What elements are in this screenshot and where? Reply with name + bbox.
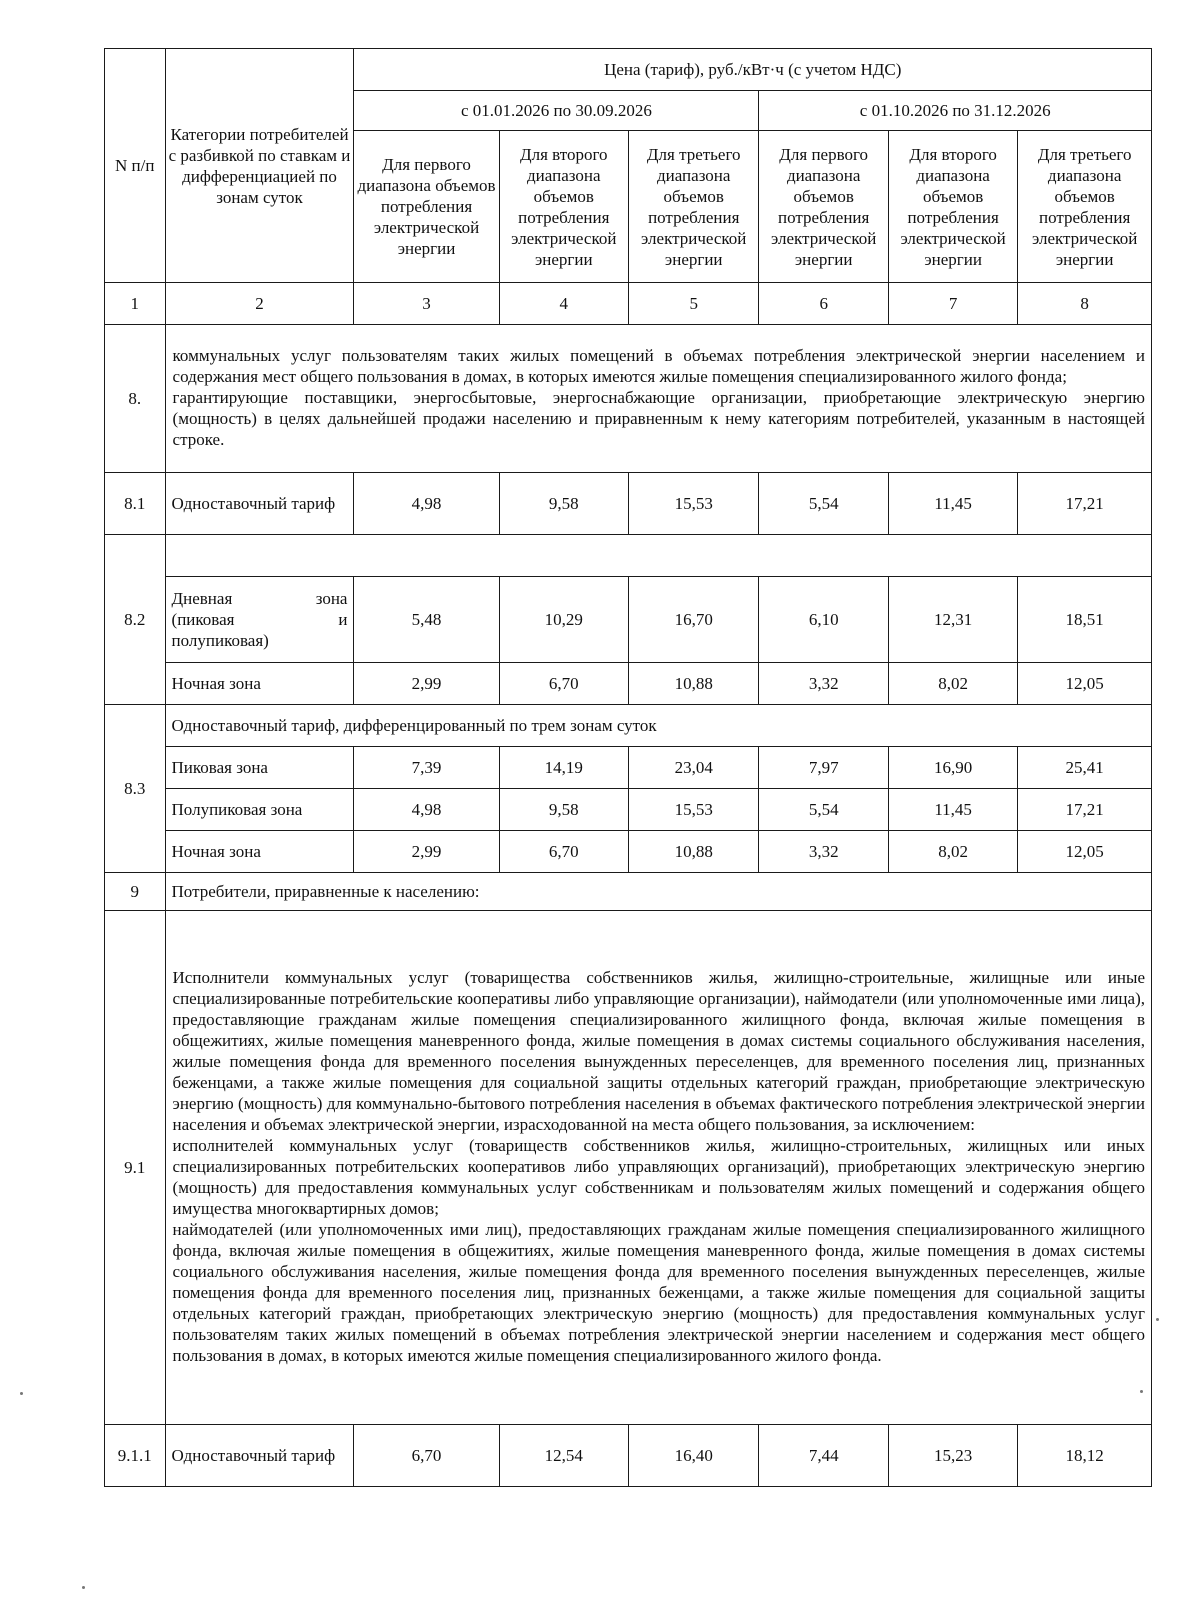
tariff-value: 25,41	[1018, 747, 1152, 789]
zone-label-word: полупиковая)	[171, 631, 269, 650]
tariff-value: 5,54	[759, 789, 888, 831]
tariff-value: 2,99	[354, 831, 499, 873]
row-8-3-peak	[105, 747, 1152, 789]
row-9-1	[105, 911, 1152, 1425]
tariff-value: 16,40	[629, 1425, 759, 1487]
period2-header: с 01.10.2026 по 31.12.2026	[759, 91, 1152, 131]
scan-speck	[82, 1586, 85, 1589]
tariff-value: 5,54	[759, 473, 888, 535]
tariff-value: 4,98	[354, 473, 499, 535]
col-number: 3	[354, 283, 499, 325]
row-8-3-title	[105, 705, 1152, 747]
row-8-3-half-peak	[105, 789, 1152, 831]
category-label: Одноставочный тариф	[165, 473, 354, 535]
row-8-2-empty	[105, 535, 1152, 577]
tariff-value: 12,54	[499, 1425, 628, 1487]
tariff-value: 7,39	[354, 747, 499, 789]
scan-speck	[20, 1392, 23, 1395]
zone-label-word: Дневная	[171, 589, 233, 608]
zone-label: Ночная зона	[165, 831, 354, 873]
row-9-1-text-body: Исполнители коммунальных услуг (товарищества собственников жилья, жилищно-строительные, жилищные или иные специализированные потребительские кооперативы либо управляющие организации), наймодатели (или уполномоченные ими лица), предоставляющие гражданам жилые помещения специализированного жилищного фонда, включая жилые помещения в общежитиях, жилые помещения маневренного фонда, жилые помещения в домах системы социального обслуживания населения, жилые помещения фонда для временного поселения вынужденных переселенцев, для временного поселения лиц, признанных беженцами, а также жилые помещения для социальной защиты отдельных категорий граждан, приобретающие электрическую энергию (мощность) для коммунально-бытового потребления населения в объемах фактического потребления электрической энергии населения и объемах электрической энергии, израсходованной на места общего пользования, за исключением: исполнителей коммунальных услуг (товариществ собственников жилья, жилищно-строительных, жилищных или иных специализированных потребительских кооперативов либо управляющих организаций), приобретающих электрическую энергию (мощность) для предоставления коммунальных услуг собственникам и пользователям жилых помещений и содержания общего имущества многоквартирных домов; наймодателей (или уполномоченных ими лиц), предоставляющих гражданам жилые помещения специализированного жилищного фонда, включая жилые помещения в общежитиях, жилые помещения маневренного фонда, жилые помещения в домах системы социального обслуживания населения, жилые помещения фонда для временного поселения вынужденных переселенцев, жилые помещения фонда для временного поселения лиц, признанных беженцами, а также жилые помещения для социальной защиты отдельных категорий граждан, приобретающих электрическую энергию (мощность) для предоставления коммунальных услуг пользователям таких жилых помещений в объемах потребления электрической энергии населением и содержания мест общего пользования в домах, в которых имеются жилые помещения специализированного жилого фонда.	[172, 968, 1145, 1365]
section-title: Одноставочный тариф, дифференцированный по трем зонам суток	[165, 705, 1151, 747]
row-number: 8.1	[105, 473, 166, 535]
tariff-value: 17,21	[1018, 473, 1152, 535]
tariff-value: 16,70	[629, 577, 759, 663]
tariff-value: 15,53	[629, 789, 759, 831]
tariff-value: 8,02	[888, 663, 1017, 705]
col-category-header: Категории потребителей с разбивкой по ставкам и дифференциацией по зонам суток	[165, 49, 354, 283]
zone-label: Пиковая зона	[165, 747, 354, 789]
row-8-text	[165, 325, 1151, 473]
zone-label: Полупиковая зона	[165, 789, 354, 831]
category-label: Одноставочный тариф	[165, 1425, 354, 1487]
row-number: 8.3	[105, 705, 166, 873]
row-8-2-day-zone	[105, 577, 1152, 663]
tariff-value: 7,44	[759, 1425, 888, 1487]
row-9-1-1	[105, 1425, 1152, 1487]
tariff-document	[104, 48, 1152, 1487]
row-8-text-body: коммунальных услуг пользователям таких жилых помещений в объемах потребления электрической энергии населением и содержания мест общего пользования в домах, в которых имеются жилые помещения специализированного жилого фонда; гарантирующие поставщики, энергосбытовые, энергоснабжающие организации, приобретающие электрическую энергию (мощность) в целях дальнейшей продажи населению и приравненным к нему категориям потребителей, указанным в настоящей строке.	[172, 346, 1145, 449]
tariff-value: 3,32	[759, 831, 888, 873]
tariff-value: 23,04	[629, 747, 759, 789]
range2-p2-header: Для второго диапазона объемов потребления электрической энергии	[888, 131, 1017, 283]
zone-label: Ночная зона	[165, 663, 354, 705]
row-8-3-night	[105, 831, 1152, 873]
row-number: 9	[105, 873, 166, 911]
zone-label-word: зона	[315, 589, 348, 608]
scan-speck	[1156, 1318, 1159, 1321]
row-number: 9.1.1	[105, 1425, 166, 1487]
row-number: 8.	[105, 325, 166, 473]
tariff-value: 6,70	[354, 1425, 499, 1487]
price-title: Цена (тариф), руб./кВт·ч (с учетом НДС)	[354, 49, 1152, 91]
tariff-value: 18,12	[1018, 1425, 1152, 1487]
tariff-value: 10,88	[629, 831, 759, 873]
tariff-value: 2,99	[354, 663, 499, 705]
zone-label-word: (пиковая	[171, 610, 235, 629]
tariff-value: 10,29	[499, 577, 628, 663]
tariff-value: 8,02	[888, 831, 1017, 873]
range2-p1-header: Для второго диапазона объемов потребления электрической энергии	[499, 131, 628, 283]
col-number: 6	[759, 283, 888, 325]
col-number: 7	[888, 283, 1017, 325]
zone-label-word: и	[338, 610, 348, 629]
row-8-1	[105, 473, 1152, 535]
col-number: 2	[165, 283, 354, 325]
zone-label-day	[165, 577, 354, 663]
col-number: 4	[499, 283, 628, 325]
row-8-2-night-zone	[105, 663, 1152, 705]
period1-header: с 01.01.2026 по 30.09.2026	[354, 91, 759, 131]
range1-p1-header: Для первого диапазона объемов потребления электрической энергии	[354, 131, 499, 283]
tariff-value: 12,31	[888, 577, 1017, 663]
section-title: Потребители, приравненные к населению:	[165, 873, 1151, 911]
range3-p1-header: Для третьего диапазона объемов потребления электрической энергии	[629, 131, 759, 283]
col-num-header: N п/п	[105, 49, 166, 283]
tariff-value: 11,45	[888, 789, 1017, 831]
row-9-1-text	[165, 911, 1151, 1425]
tariff-value: 6,70	[499, 663, 628, 705]
tariff-value: 17,21	[1018, 789, 1152, 831]
tariff-value: 18,51	[1018, 577, 1152, 663]
scan-speck	[1140, 1390, 1143, 1393]
tariff-value: 4,98	[354, 789, 499, 831]
tariff-value: 7,97	[759, 747, 888, 789]
tariff-value: 3,32	[759, 663, 888, 705]
col-number: 8	[1018, 283, 1152, 325]
tariff-value: 6,10	[759, 577, 888, 663]
row-9	[105, 873, 1152, 911]
tariff-value: 15,53	[629, 473, 759, 535]
empty-band	[165, 535, 1151, 577]
tariff-value: 12,05	[1018, 831, 1152, 873]
row-8-continuation	[105, 325, 1152, 473]
tariff-value: 15,23	[888, 1425, 1017, 1487]
tariff-value: 10,88	[629, 663, 759, 705]
tariff-value: 9,58	[499, 473, 628, 535]
range3-p2-header: Для третьего диапазона объемов потребления электрической энергии	[1018, 131, 1152, 283]
tariff-value: 12,05	[1018, 663, 1152, 705]
col-number: 1	[105, 283, 166, 325]
row-number: 9.1	[105, 911, 166, 1425]
tariff-value: 11,45	[888, 473, 1017, 535]
col-number: 5	[629, 283, 759, 325]
tariff-value: 5,48	[354, 577, 499, 663]
tariff-table	[104, 48, 1152, 1487]
tariff-value: 6,70	[499, 831, 628, 873]
range1-p2-header: Для первого диапазона объемов потребления электрической энергии	[759, 131, 888, 283]
row-number: 8.2	[105, 535, 166, 705]
tariff-value: 16,90	[888, 747, 1017, 789]
tariff-value: 14,19	[499, 747, 628, 789]
column-numbers-row	[105, 283, 1152, 325]
tariff-value: 9,58	[499, 789, 628, 831]
